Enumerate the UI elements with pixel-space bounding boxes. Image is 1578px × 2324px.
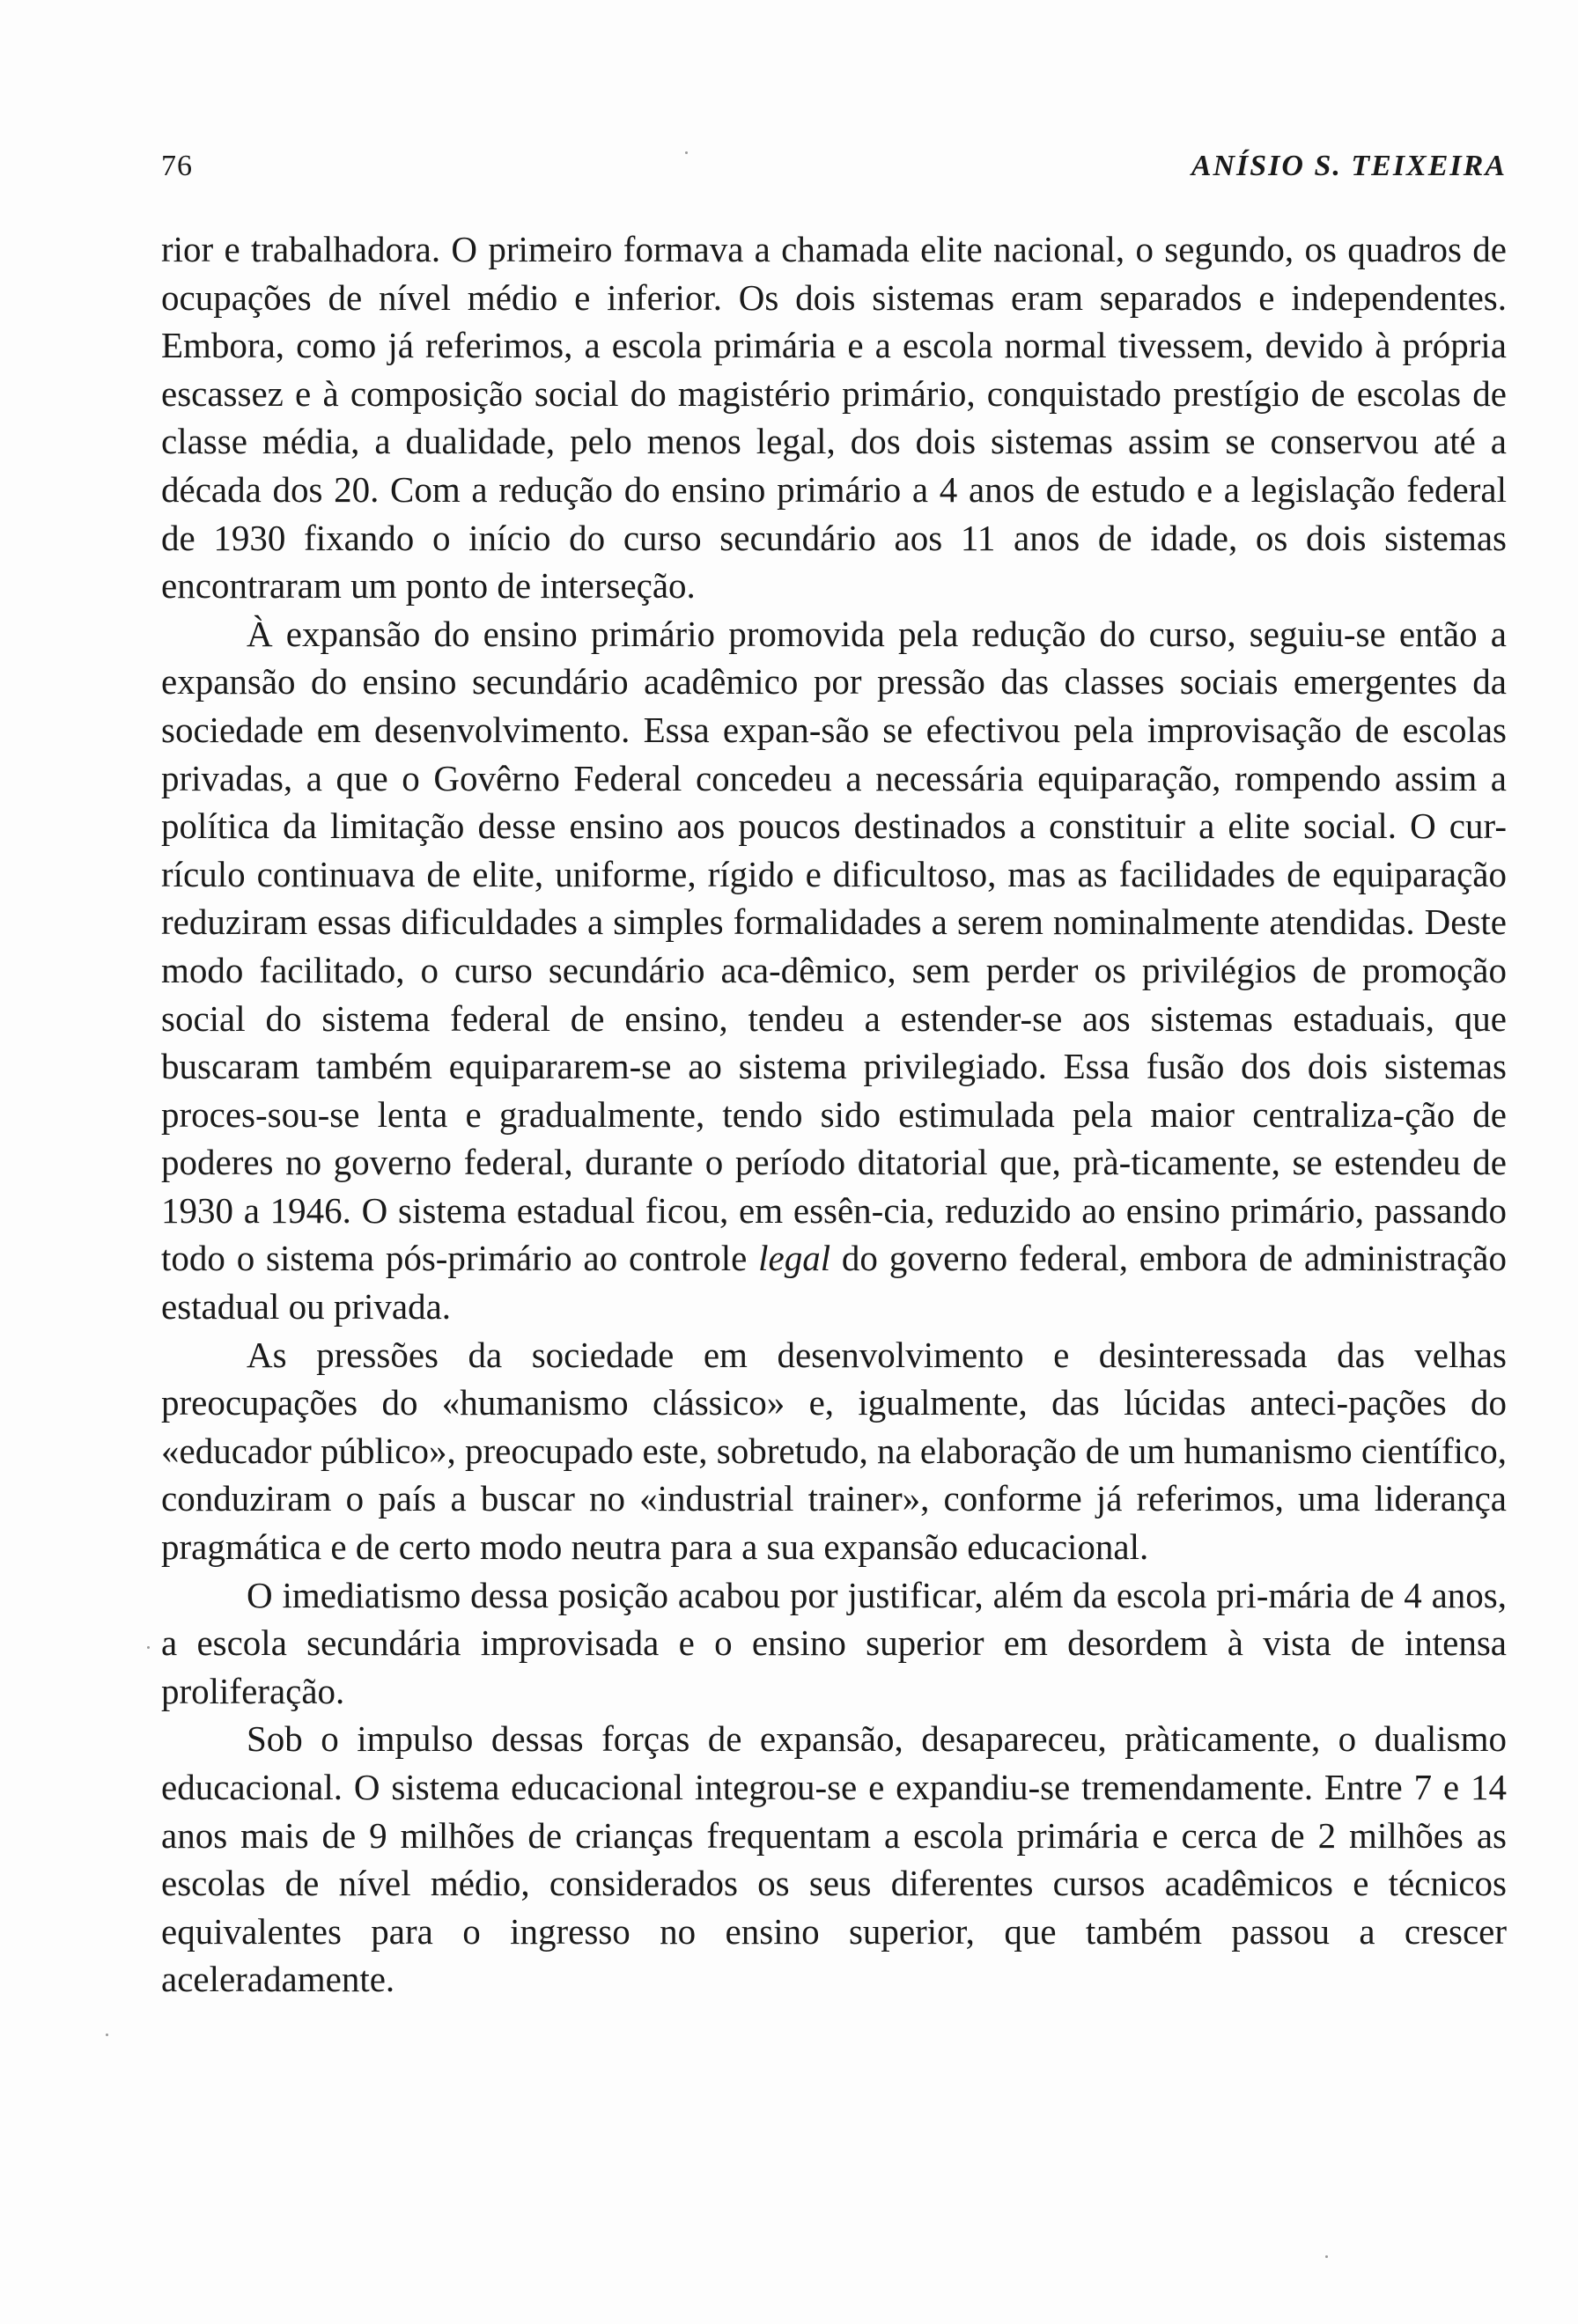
paragraph-text: do governo federal, embora de administração estadual ou privada. (161, 1238, 1508, 1327)
running-head: ANÍSIO S. TEIXEIRA (1191, 150, 1507, 182)
paragraph-text: O imediatismo dessa posição acabou por justificar, além da escola pri-mária de 4 anos, a escola secundária improvisada e o ensino superior em desordem à vista de intensa proliferação. (161, 1574, 1507, 1711)
speck (147, 1646, 150, 1649)
paragraph (161, 1331, 1507, 1571)
speck (685, 151, 688, 154)
paragraph (161, 610, 1507, 1331)
italic-emphasis: legal (758, 1238, 831, 1279)
paragraph-text: Sob o impulso dessas forças de expansão, desapareceu, pràticamente, o dualismo educacional. O sistema educacional integrou-se e expandiu-se tremendamente. Entre 7 e 14 anos mais de 9 milhões de crianças frequentam a escola primária e cerca de 2 milhões as escolas de nível médio, considerados os seus diferentes cursos acadêmicos e técnicos equivalentes para o ingresso no ensino superior, que também passou a crescer aceleradamente. (161, 1718, 1507, 2000)
page-header (161, 150, 1507, 202)
paragraph (161, 1715, 1507, 2004)
speck (106, 2034, 108, 2036)
paragraph-continued (161, 225, 1507, 610)
paragraph-text: À expansão do ensino primário promovida pela redução do curso, seguiu-se então a expansão do ensino secundário acadêmico por pressão das classes sociais emergentes da sociedade em desenvolvimento. Essa expan-são se efectivou pela improvisação de escolas privadas, a que o Govêrno Federal concedeu a necessária equiparação, rompendo assim a política da limitação desse ensino aos poucos destinados a constituir a elite social. O cur-rículo continuava de elite, uniforme, rígido e dificultoso, mas as facilidades de equiparação reduziram essas dificuldades a simples formalidades a serem nominalmente atendidas. Deste modo facilitado, o curso secundário aca-dêmico, sem perder os privilégios de promoção social do sistema federal de ensino, tendeu a estender-se aos sistemas estaduais, que buscaram também equipararem-se ao sistema privilegiado. Essa fusão dos dois sistemas proces-sou-se lenta e gradualmente, tendo sido estimulada pela maior centraliza-ção de poderes no governo federal, durante o período ditatorial que, prà-ticamente, se estendeu de 1930 a 1946. O sistema estadual ficou, em essên-cia, reduzido ao ensino primário, passando todo o sistema pós-primário ao controle (161, 613, 1507, 1279)
page-number: 76 (161, 150, 193, 182)
paragraph (161, 1571, 1507, 1716)
speck (1325, 2255, 1328, 2258)
body-text (161, 225, 1507, 2004)
paragraph-text: rior e trabalhadora. O primeiro formava a chamada elite nacional, o segundo, os quadros de ocupações de nível médio e inferior. Os dois sistemas eram separados e independentes. Embora, como já referimos, a escola primária e a escola normal tivessem, devido à própria escassez e à composição social do magistério primário, conquistado prestígio de escolas de classe média, a dualidade, pelo menos legal, dos dois sistemas assim se conservou até a década dos 20. Com a redução do ensino primário a 4 anos de estudo e a legislação federal de 1930 fixando o início do curso secundário aos 11 anos de idade, os dois sistemas encontraram um ponto de interseção. (161, 229, 1507, 607)
paragraph-text: As pressões da sociedade em desenvolvimento e desinteressada das velhas preocupações do «humanismo clássico» e, igualmente, das lúcidas anteci-pações do «educador público», preocupado este, sobretudo, na elaboração de um humanismo científico, conduziram o país a buscar no «industrial trainer», conforme já referimos, uma liderança pragmática e de certo modo neutra para a sua expansão educacional. (161, 1334, 1507, 1568)
